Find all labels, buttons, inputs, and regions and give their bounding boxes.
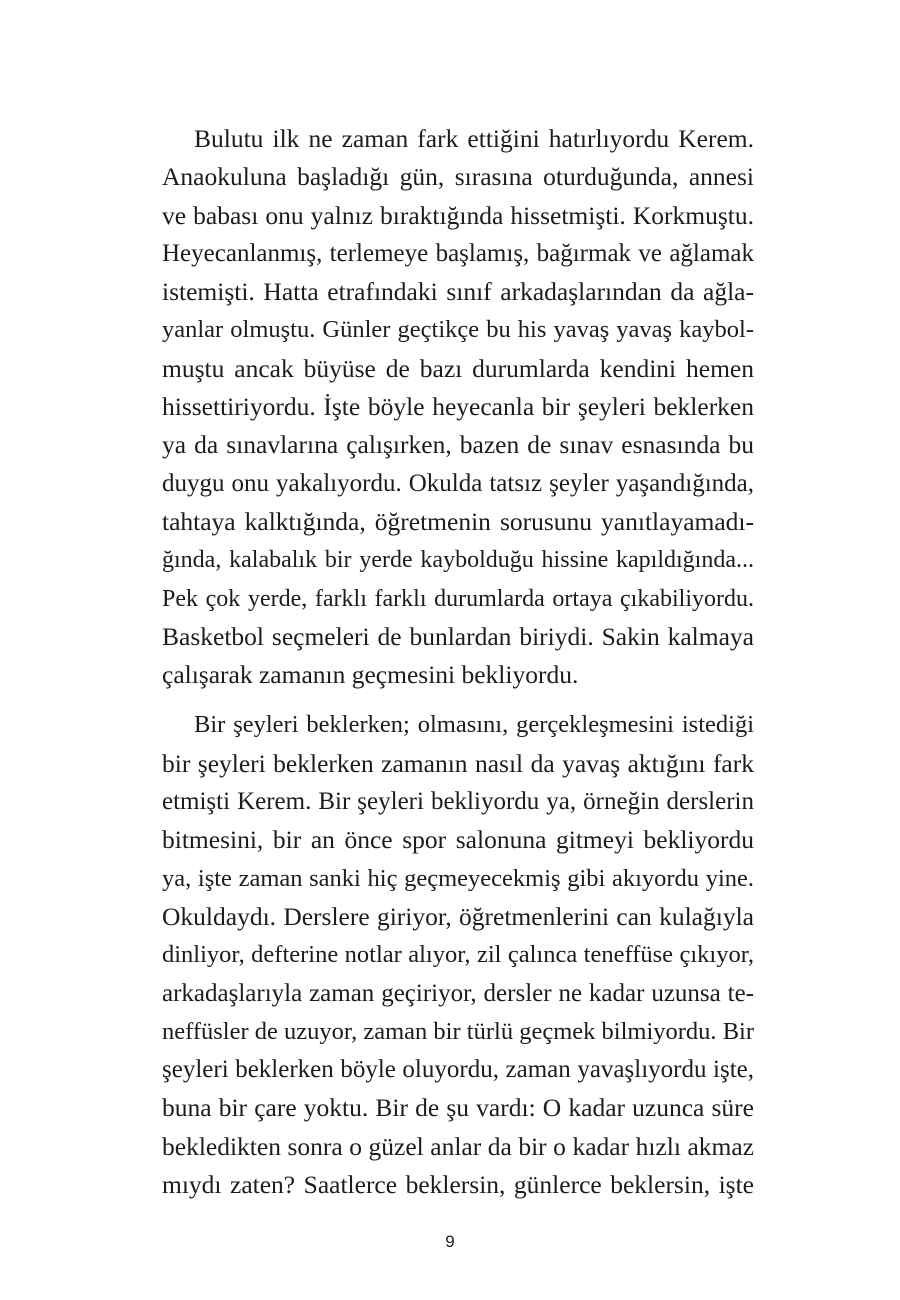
text-line: bitmesini, bir an önce spor salonuna gitmeyi bekliyordu — [162, 825, 754, 855]
text-line: istemişti. Hatta etrafındaki sınıf arkadaşlarından da ağla- — [162, 277, 754, 307]
text-line: ya, işte zaman sanki hiç geçmeyecekmiş gibi akıyordu yine. — [162, 864, 754, 892]
text-line: bekledikten sonra o güzel anlar da bir o kadar hızlı akmaz — [162, 1131, 754, 1161]
body-text — [162, 120, 754, 1204]
text-line: hissettiriyordu. İşte böyle heyecanla bir şeyleri beklerken — [162, 392, 754, 422]
paragraph-gap — [162, 694, 754, 706]
text-line: bir şeyleri beklerken zamanın nasıl da yavaş aktığını fark — [162, 748, 754, 778]
text-line: ğında, kalabalık bir yerde kaybolduğu hissine kapıldığında... — [162, 547, 754, 574]
text-line: dinliyor, defterine notlar alıyor, zil çalınca teneffüse çıkıyor, — [162, 941, 754, 969]
text-line: tahtaya kalktığında, öğretmenin sorusunu yanıtlayamadı- — [162, 506, 754, 536]
text-line: muştu ancak büyüse de bazı durumlarda kendini hemen — [162, 353, 754, 383]
text-line: Basketbol seçmeleri de bunlardan biriydi. Sakin kalmaya — [162, 621, 754, 651]
text-line: ve babası onu yalnız bıraktığında hissetmişti. Korkmuştu. — [162, 200, 754, 230]
text-line: ya da sınavlarına çalışırken, bazen de sınav esnasında bu — [162, 430, 754, 460]
text-line: Bulutu ilk ne zaman fark ettiğini hatırlıyordu Kerem. — [194, 124, 754, 153]
text-line: Bir şeyleri beklerken; olmasını, gerçekleşmesini istediği — [194, 711, 754, 739]
text-line: Anaokuluna başladığı gün, sırasına oturduğunda, annesi — [162, 162, 754, 192]
text-line: Heyecanlanmış, terlemeye başlamış, bağırmak ve ağlamak — [162, 239, 754, 267]
text-line: Pek çok yerde, farklı farklı durumlarda ortaya çıkabiliyordu. — [162, 585, 754, 612]
text-line: arkadaşlarıyla zaman geçiriyor, dersler ne kadar uzunsa te- — [162, 979, 754, 1007]
text-line: buna bir çare yoktu. Bir de şu vardı: O kadar uzunca süre — [162, 1093, 754, 1123]
page-number: 9 — [445, 1232, 455, 1251]
text-line: neffüsler de uzuyor, zaman bir türlü geçmek bilmiyordu. Bir — [162, 1017, 754, 1045]
text-line: çalışarak zamanın geçmesini bekliyordu. — [162, 660, 579, 690]
paragraph — [162, 120, 754, 694]
text-line: etmişti Kerem. Bir şeyleri bekliyordu ya, örneğin derslerin — [162, 788, 754, 816]
text-line: mıydı zaten? Saatlerce beklersin, günlerce beklersin, işte — [162, 1170, 754, 1200]
text-line: şeyleri beklerken böyle oluyordu, zaman yavaşlıyordu işte, — [162, 1056, 754, 1084]
text-line: yanlar olmuştu. Günler geçtikçe bu his yavaş yavaş kaybol- — [162, 316, 754, 344]
text-line: Okuldaydı. Derslere giriyor, öğretmenlerini can kulağıyla — [162, 901, 754, 931]
text-line: duygu onu yakalıyordu. Okulda tatsız şeyler yaşandığında, — [162, 469, 754, 497]
paragraph — [162, 706, 754, 1204]
